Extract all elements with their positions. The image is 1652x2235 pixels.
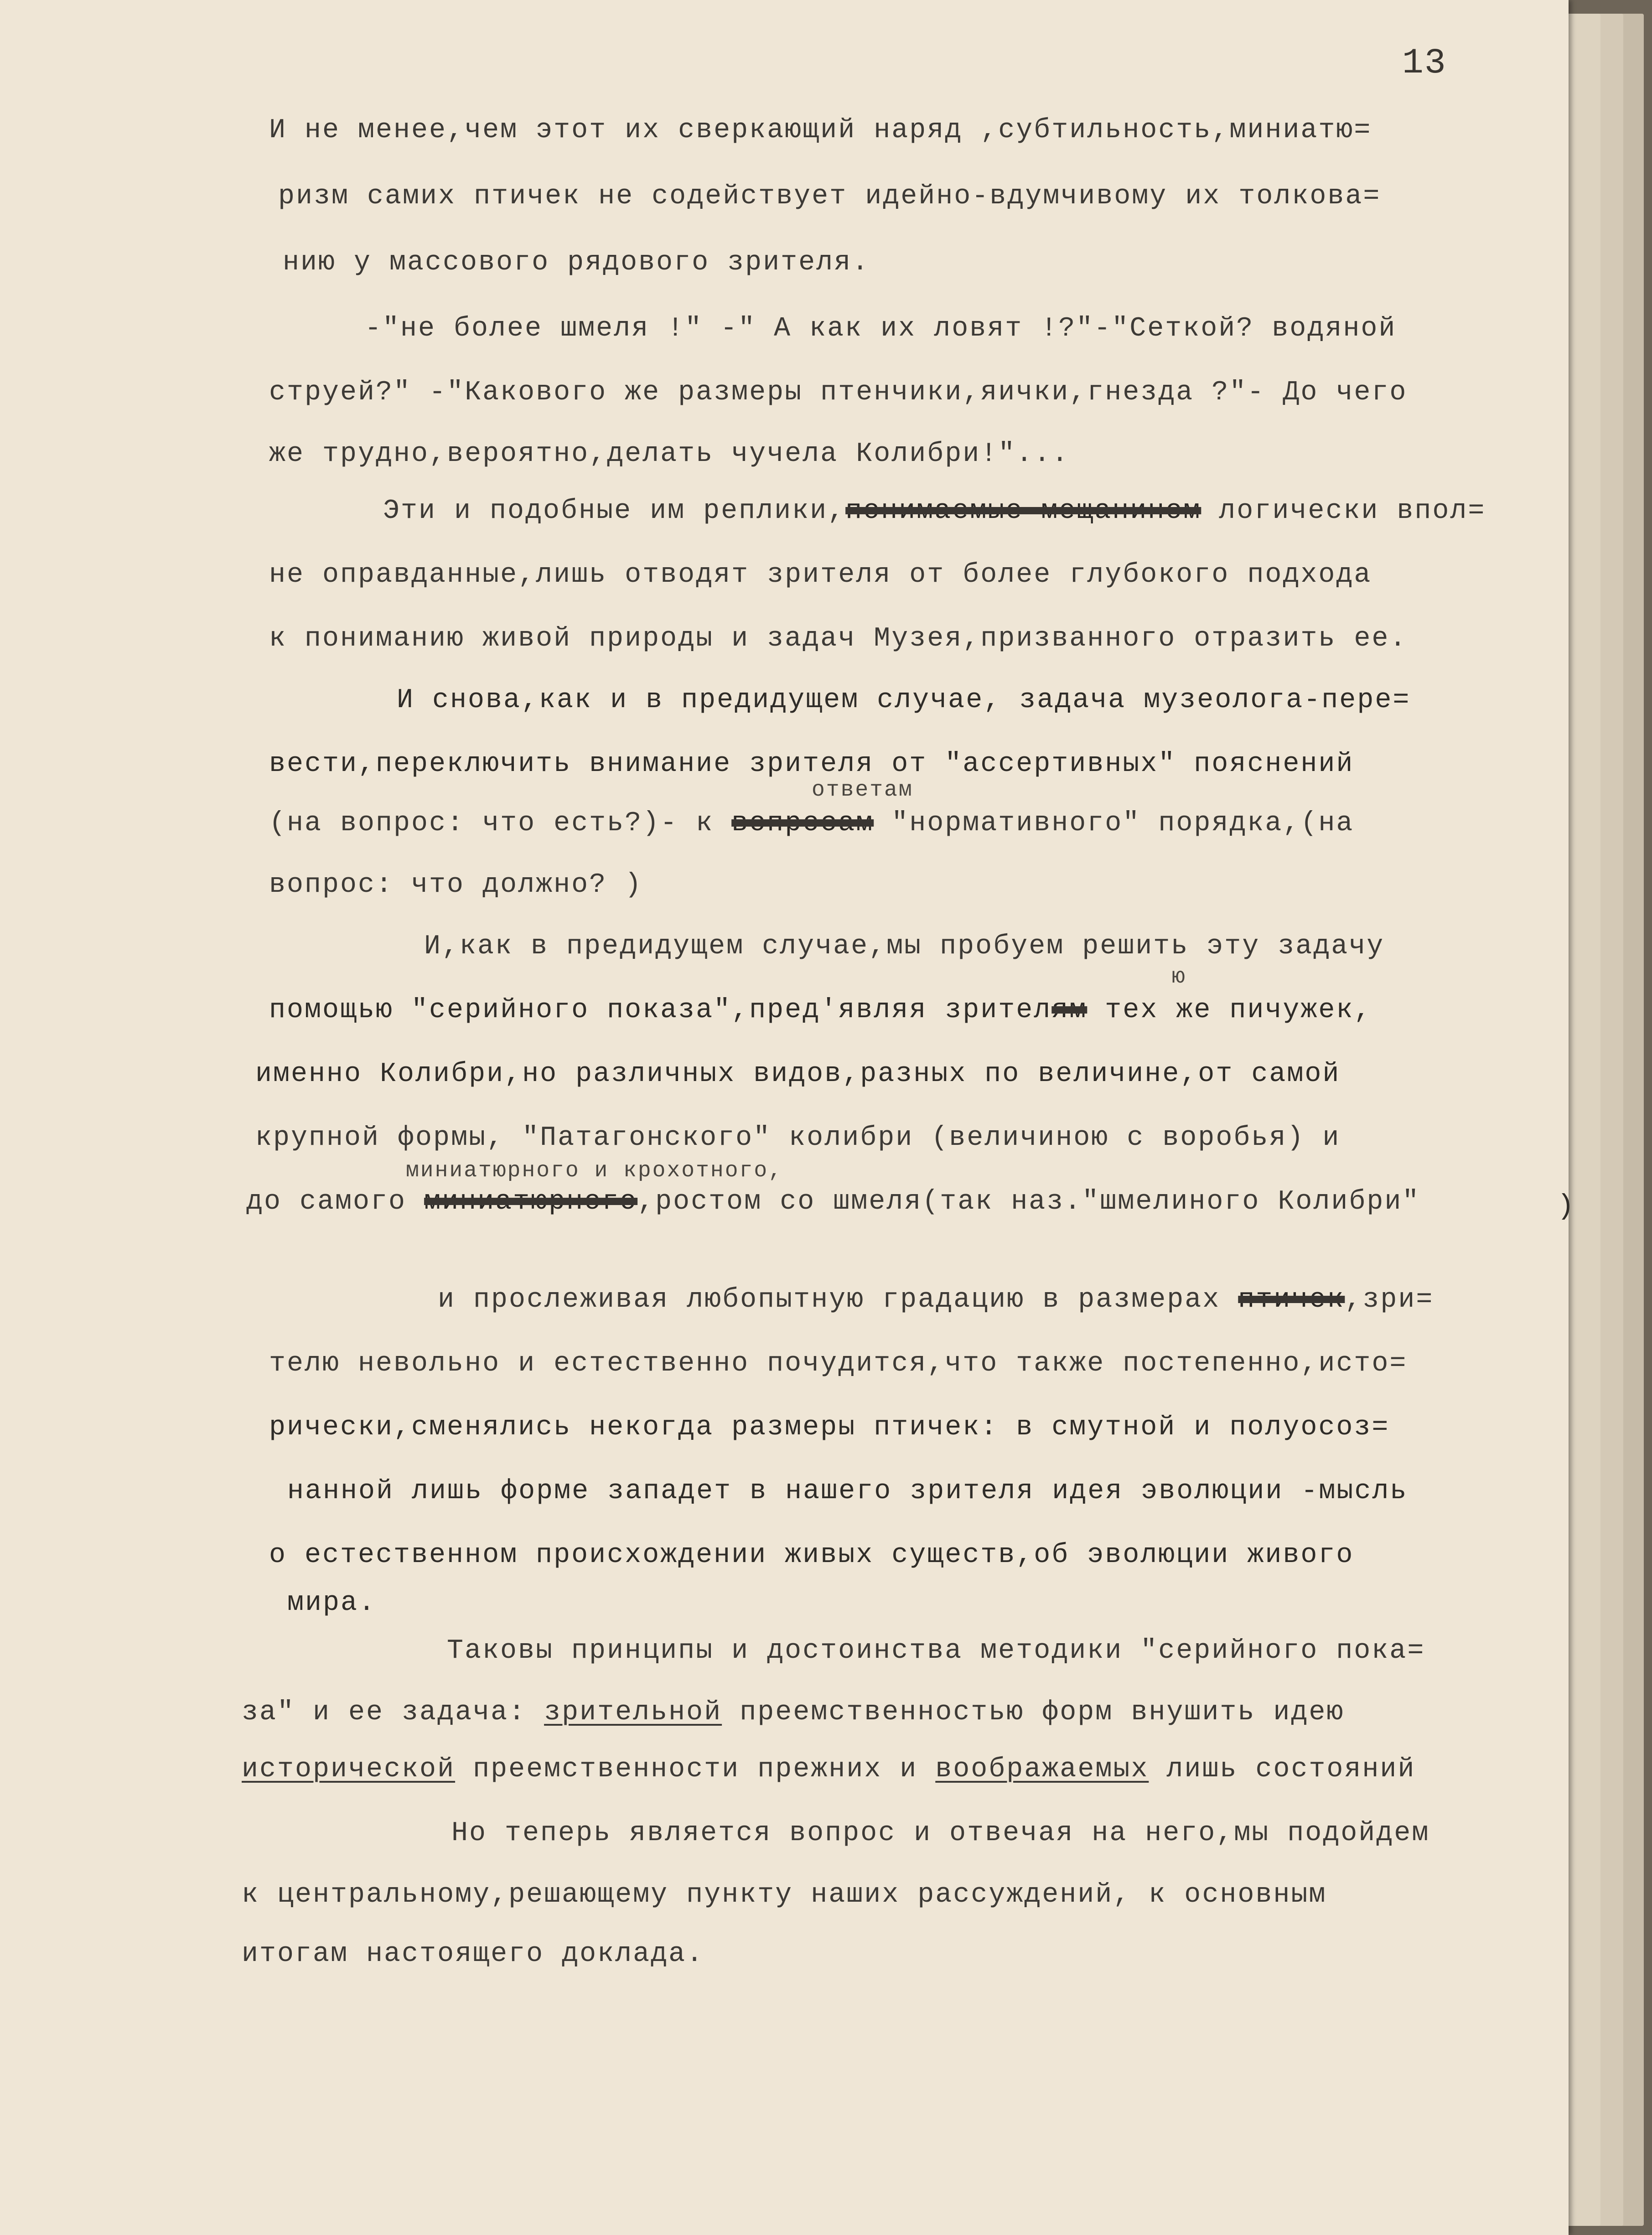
struck-out-text: понимаемые мещанином bbox=[845, 496, 1201, 527]
text-line: нию у массового рядового зрителя. bbox=[283, 247, 870, 278]
text-line: рически,сменялись некогда размеры птичек: в смутной и полуосоз= bbox=[269, 1412, 1390, 1443]
struck-out-text: ям bbox=[1051, 995, 1088, 1026]
text-line: за" и ее задача: зрительной преемственностью форм внушить идею bbox=[242, 1697, 1345, 1728]
text-line: ризм самих птичек не содействует идейно-вдумчивому их толкова= bbox=[278, 181, 1381, 212]
struck-out-text: птичек bbox=[1238, 1284, 1345, 1315]
handwritten-insertion: миниатюрного и крохотного, bbox=[406, 1159, 783, 1183]
text-line: нанной лишь форме западет в нашего зрителя идея эволюции -мысль bbox=[287, 1476, 1408, 1507]
text-line: Таковы принципы и достоинства методики "серийного пока= bbox=[447, 1635, 1425, 1666]
text-line: И снова,как и в предидущем случае, задача музеолога-пере= bbox=[397, 685, 1411, 716]
underlined-text: воображаемых bbox=[935, 1754, 1149, 1785]
handwritten-insertion: ответам bbox=[812, 778, 913, 802]
text-line: -"не более шмеля !" -" А как их ловят !?"-"Сеткой? водяной bbox=[365, 313, 1397, 344]
text-line: о естественном происхождении живых существ,об эволюции живого bbox=[269, 1540, 1354, 1571]
text-line: струей?" -"Каковогo же размеры птенчики,яички,гнезда ?"- До чего bbox=[269, 377, 1408, 408]
page-number: 13 bbox=[1402, 43, 1447, 83]
text-line: исторической преемственности прежних и воображаемых лишь состояний bbox=[242, 1754, 1416, 1785]
text-line: же трудно,вероятно,делать чучела Колибри!"... bbox=[269, 439, 1070, 470]
margin-mark: ) bbox=[1557, 1190, 1574, 1222]
struck-out-text: миниатюрного bbox=[424, 1186, 638, 1217]
text-line: И не менее,чем этот их сверкающий наряд ,субтильность,миниатю= bbox=[269, 115, 1372, 146]
text-line: И,как в предидущем случае,мы пробуем решить эту задачу bbox=[424, 931, 1385, 962]
text-line: Эти и подобные им реплики,понимаемые мещанином логически впол= bbox=[383, 496, 1486, 527]
text-line: Но теперь является вопрос и отвечая на него,мы подойдем bbox=[451, 1818, 1430, 1849]
text-line: итогам настоящего доклада. bbox=[242, 1939, 704, 1970]
struck-out-text: вопросам bbox=[731, 808, 874, 839]
text-line: мира. bbox=[287, 1588, 377, 1619]
text-line: к центральному,решающему пункту наших рассуждений, к основным bbox=[242, 1879, 1327, 1910]
text-line: вопрос: что должно? ) bbox=[269, 869, 643, 900]
text-line: (на вопрос: что есть?)- к вопросам "нормативного" порядка,(на bbox=[269, 808, 1354, 839]
text-line: до самого миниатюрного,ростом со шмеля(так наз."шмелиного Колибри" bbox=[246, 1186, 1420, 1217]
text-line: не оправданные,лишь отводят зрителя от более глубокого подхода bbox=[269, 559, 1372, 590]
text-line: вести,переключить внимание зрителя от "ассертивных" пояснений bbox=[269, 749, 1354, 780]
text-line: крупной формы, "Патагонского" колибри (величиною с воробья) и bbox=[255, 1123, 1341, 1154]
text-line: телю невольно и естественно почудится,что также постепенно,исто= bbox=[269, 1348, 1408, 1379]
handwritten-insertion: ю bbox=[1172, 965, 1186, 989]
underlined-text: зрительной bbox=[544, 1697, 722, 1728]
text-line: именно Колибри,но различных видов,разных по величине,от самой bbox=[255, 1059, 1341, 1090]
text-line: к пониманию живой природы и задач Музея,призванного отразить ее. bbox=[269, 623, 1408, 654]
text-line: и прослеживая любопытную градацию в размерах птичек,зри= bbox=[438, 1284, 1434, 1315]
underlined-text: исторической bbox=[242, 1754, 456, 1785]
text-line: помощью "серийного показа",пред'являя зрителям тех же пичужек, bbox=[269, 995, 1372, 1026]
